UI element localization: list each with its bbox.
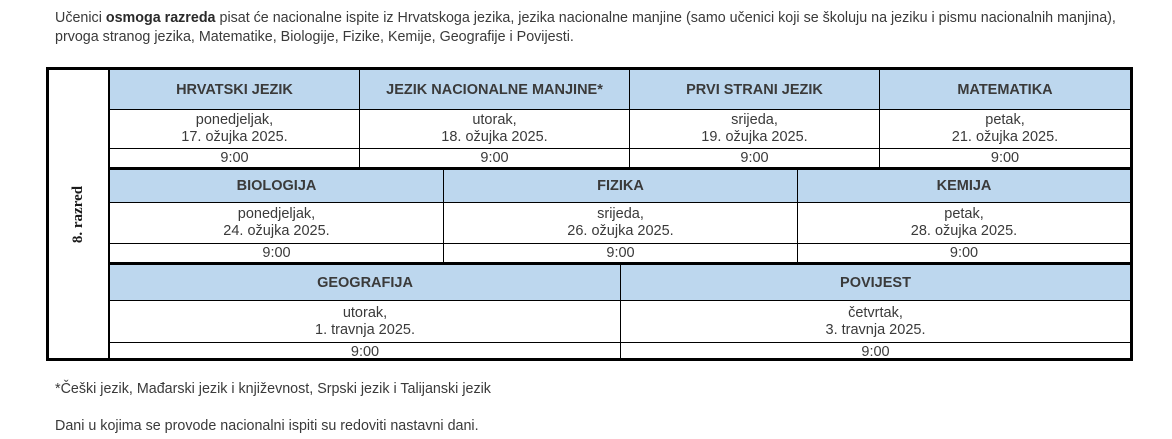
exam-day: utorak, (472, 112, 517, 128)
exam-time: 9:00 (606, 245, 635, 261)
subject-header: PRVI STRANI JEZIK (630, 70, 879, 110)
exam-day: utorak, (342, 304, 388, 321)
subject-column (360, 70, 630, 167)
exam-date: 21. ožujka 2025. (951, 129, 1059, 145)
schedule-row-3 (110, 265, 1130, 361)
exam-time: 9:00 (740, 150, 769, 166)
subject-header: JEZIK NACIONALNE MANJINE* (360, 70, 629, 110)
exam-day: ponedjeljak, (195, 112, 274, 128)
subject-header: GEOGRAFIJA (110, 265, 620, 301)
schedule-row-2 (110, 170, 1130, 265)
exam-date: 17. ožujka 2025. (181, 129, 288, 145)
subject-column (110, 70, 360, 167)
grade-label-cell (49, 70, 110, 358)
subject-header: POVIJEST (621, 265, 1130, 301)
note: Dani u kojima se provode nacionalni ispiti su redoviti nastavni dani. (55, 418, 479, 434)
exam-date-cell (360, 110, 629, 149)
subject-column (630, 70, 880, 167)
exam-date: 26. ožujka 2025. (567, 223, 674, 239)
subject-column (110, 170, 444, 262)
subject-column (110, 265, 621, 361)
exam-schedule-table (46, 67, 1133, 361)
exam-date: 3. travnja 2025. (825, 321, 926, 338)
schedule-row-1 (110, 70, 1130, 170)
exam-day: srijeda, (731, 112, 778, 128)
exam-day: četvrtak, (848, 304, 903, 321)
subject-header: FIZIKA (444, 170, 797, 203)
exam-day: srijeda, (597, 206, 644, 222)
exam-date-cell (630, 110, 879, 149)
subject-header: KEMIJA (798, 170, 1130, 203)
footnote: *Češki jezik, Mađarski jezik i književnost, Srpski jezik i Talijanski jezik (55, 381, 491, 397)
subject-column (880, 70, 1130, 167)
subject-column (621, 265, 1130, 361)
exam-time: 9:00 (861, 344, 890, 360)
exam-time: 9:00 (480, 150, 509, 166)
exam-time: 9:00 (949, 245, 979, 261)
exam-date-cell (880, 110, 1130, 149)
exam-date-cell (110, 110, 359, 149)
exam-date-cell (444, 203, 797, 244)
exam-date-cell (621, 301, 1130, 343)
exam-time: 9:00 (350, 344, 380, 360)
exam-date: 24. ožujka 2025. (223, 223, 330, 239)
subject-header: BIOLOGIJA (110, 170, 443, 203)
subject-header: MATEMATIKA (880, 70, 1130, 110)
exam-date: 28. ožujka 2025. (910, 223, 1018, 239)
subject-column (444, 170, 798, 262)
exam-date-cell (798, 203, 1130, 244)
exam-date-cell (110, 301, 620, 343)
exam-date: 1. travnja 2025. (315, 321, 415, 338)
exam-date: 18. ožujka 2025. (441, 129, 548, 145)
exam-day: petak, (944, 206, 984, 222)
grade-label: 8. razred (69, 185, 86, 243)
exam-date: 19. ožujka 2025. (701, 129, 808, 145)
exam-time: 9:00 (220, 150, 249, 166)
subject-header: HRVATSKI JEZIK (110, 70, 359, 110)
intro-bold-grade: osmoga razreda (105, 10, 216, 26)
exam-day: petak, (985, 112, 1025, 128)
exam-time: 9:00 (262, 245, 291, 261)
intro-paragraph (55, 9, 1135, 47)
exam-time: 9:00 (990, 150, 1020, 166)
exam-day: ponedjeljak, (237, 206, 316, 222)
intro-text-start: Učenici (55, 10, 106, 26)
exam-date-cell (110, 203, 443, 244)
intro-text-end: pisat će nacionalne ispite iz Hrvatskoga jezika, jezika nacionalne manjine (samo učenici koji se školuju na jeziku i pismu nacionalnih manjina), prvoga stranog jezika, Matematike, Biologije, Fizike, Kemije, Geografije i Povijesti. (55, 10, 1116, 45)
subject-column (798, 170, 1130, 262)
